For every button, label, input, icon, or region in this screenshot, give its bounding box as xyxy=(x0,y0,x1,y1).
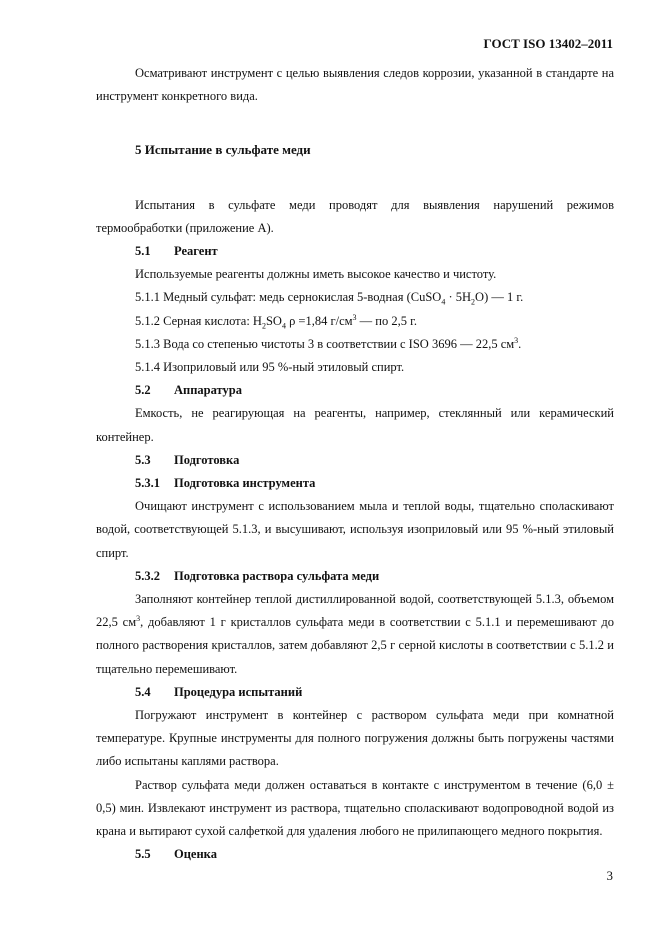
list-item: 5.1.3 Вода со степенью чистоты 3 в соответствии с ISO 3696 — 22,5 $см^3$. xyxy=(135,335,522,351)
item-number: 5.1.4 xyxy=(135,360,160,375)
subsection-title: Подготовка xyxy=(174,452,240,467)
list-item: 5.1.2 Серная кислота: $H_2SO_4$ ρ =1,84 $г/см^3$ — по 2,5 г. xyxy=(135,312,417,331)
paragraph: Очищают инструмент с использованием мыла и теплой воды, тщательно споласкивают водой, соответствующей 5.1.3, и высушивают, используя изоприловый или 95 %-ный этиловый спирт. xyxy=(96,499,614,560)
item-number: 5.1.1 xyxy=(135,290,160,305)
item-number: 5.1.2 xyxy=(135,313,160,328)
subsection-heading-5-2 xyxy=(96,379,614,402)
subsection-heading-5-3-1 xyxy=(96,472,614,495)
intro-paragraph: Осматривают инструмент с целью выявления следов коррозии, указанной в стандарте на инструмент конкретного вида. xyxy=(96,66,614,104)
paragraph: Раствор сульфата меди должен оставаться в контакте с инструментом в течение (6,0 ± 0,5) мин. Извлекают инструмент из раствора, тщательно споласкивают водопроводной водой из крана и вытирают сухой салфеткой для удаления любого не прилипающего медного покрытия. xyxy=(96,777,614,839)
subsection-number: 5.3 xyxy=(135,452,151,467)
list-item: 5.1.1 Медный сульфат: медь сернокислая 5-водная (CuSO$_4$ · $5H_2O$) — 1 г. xyxy=(135,290,524,307)
subsection-title: Реагент xyxy=(174,244,218,259)
subsection-number: 5.2 xyxy=(135,383,151,398)
item-number: 5.1.3 xyxy=(135,336,160,351)
page-number: 3 xyxy=(606,868,613,883)
list-item: 5.1.4 Изоприловый или 95 %-ный этиловый спирт. xyxy=(135,360,405,375)
subsection-number: 5.3.2 xyxy=(135,568,160,583)
subsection-heading-5-3 xyxy=(96,449,614,472)
subsection-title: Аппаратура xyxy=(174,383,242,398)
page-body xyxy=(96,62,614,867)
subsection-title: Оценка xyxy=(174,847,217,862)
subsection-heading-5-1 xyxy=(96,240,614,263)
subsection-number: 5.5 xyxy=(135,847,151,862)
paragraph: Используемые реагенты должны иметь высокое качество и чистоту. xyxy=(135,267,497,282)
subsection-heading-5-5 xyxy=(96,843,614,866)
section-intro: Испытания в сульфате меди проводят для выявления нарушений режимов термообработки (приложение А). xyxy=(96,197,614,235)
subsection-number: 5.1 xyxy=(135,244,151,259)
subsection-number: 5.4 xyxy=(135,684,151,699)
subsection-title: Подготовка раствора сульфата меди xyxy=(174,568,380,583)
paragraph: Погружают инструмент в контейнер с раствором сульфата меди при комнатной температуре. Крупные инструменты для полного погружения должны быть погружены частями либо испытаны каплями раствора. xyxy=(96,708,614,769)
subsection-heading-5-4 xyxy=(96,681,614,704)
paragraph: Емкость, не реагирующая на реагенты, например, стеклянный или керамический контейнер. xyxy=(96,406,614,444)
subsection-title: Процедура испытаний xyxy=(174,684,303,699)
subsection-number: 5.3.1 xyxy=(135,476,160,491)
subsection-heading-5-3-2 xyxy=(96,565,614,588)
paragraph: Заполняют контейнер теплой дистиллированной водой, соответствующей 5.1.3, объемом 22,5 $см^3$, добавляют 1 г кристаллов сульфата меди в соответствии с 5.1.1 и перемешивают до полного растворения кристаллов, затем добавляют 2,5 г серной кислоты в соответствии с 5.1.2 и тщательно перемешивают. xyxy=(96,592,614,676)
section-heading: 5 Испытание в сульфате меди xyxy=(135,142,311,158)
subsection-title: Подготовка инструмента xyxy=(174,476,316,491)
document-header: ГОСТ ISO 13402–2011 xyxy=(483,36,613,51)
